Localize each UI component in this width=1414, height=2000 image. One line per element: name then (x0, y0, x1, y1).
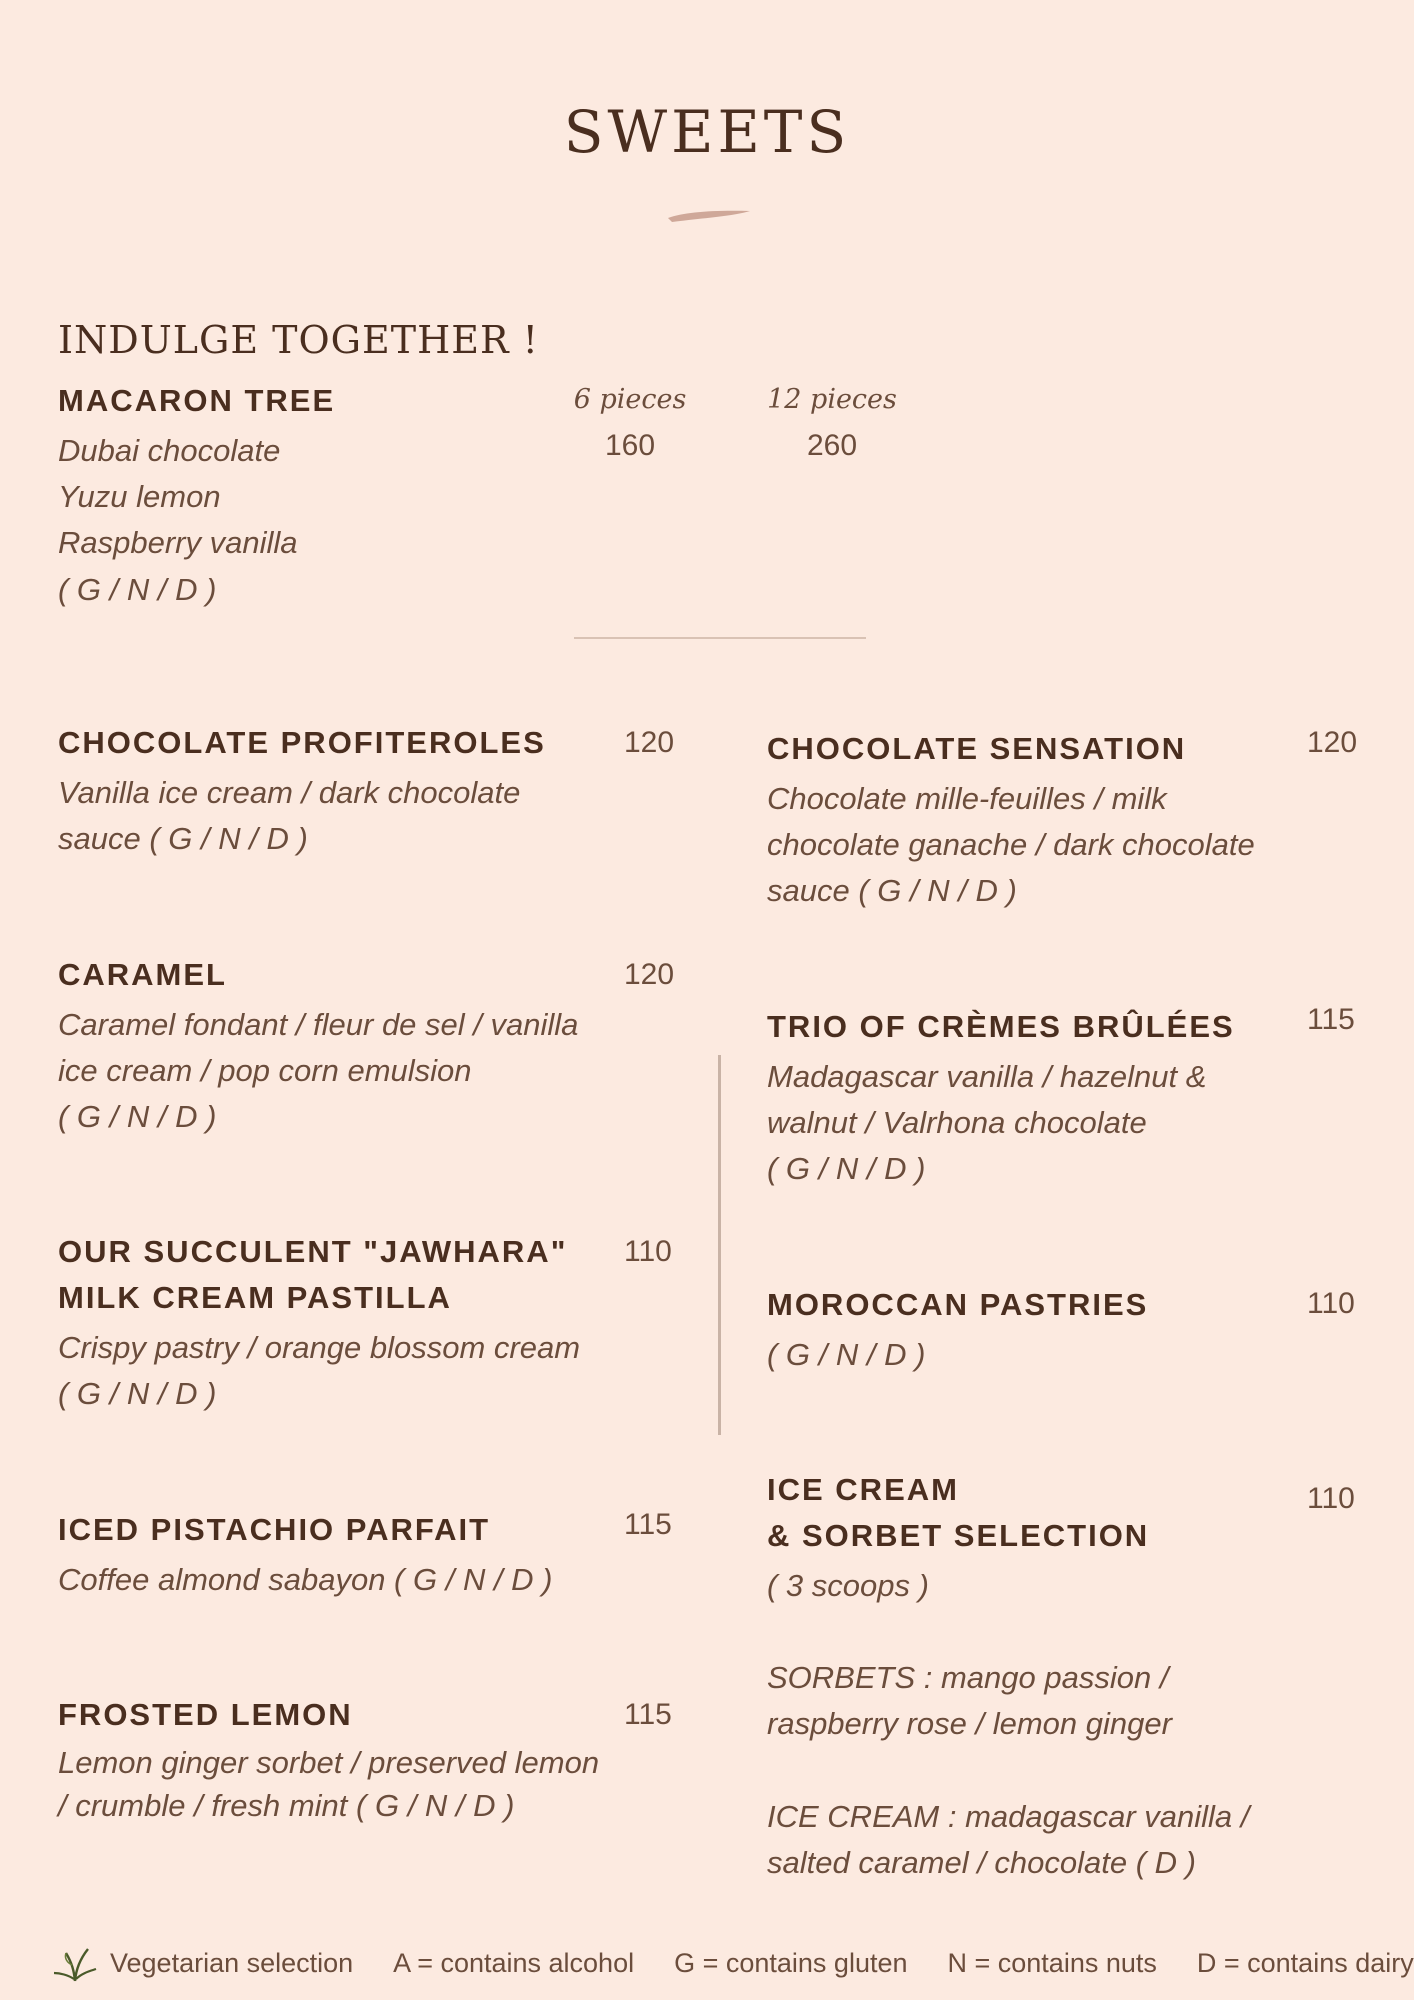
item-name-moroccan-pastries: MOROCCAN PASTRIES (767, 1287, 1149, 1322)
macaron-option-price: 260 (806, 429, 858, 462)
column-divider (718, 1055, 721, 1435)
item-price: 115 (624, 1698, 672, 1731)
item-name-frosted-lemon: FROSTED LEMON (58, 1697, 353, 1732)
item-description: SORBETS : mango passion / (767, 1660, 1169, 1695)
item-price: 110 (1307, 1287, 1355, 1320)
item-price: 110 (1307, 1482, 1355, 1515)
item-name-trio-cremes-brulees: TRIO OF CRÈMES BRÛLÉES (767, 1009, 1235, 1044)
legend-gluten: G = contains gluten (674, 1947, 908, 1978)
brush-stroke-divider (664, 204, 754, 226)
allergen-legend (52, 1940, 1414, 1986)
menu-title: SWEETS (563, 98, 851, 166)
item-price: 120 (624, 958, 675, 991)
legend-vegetarian: Vegetarian selection (110, 1947, 354, 1978)
item-price: 110 (624, 1235, 672, 1268)
macaron-option-label: 12 pieces (767, 384, 897, 415)
item-description: ( 3 scoops ) (767, 1568, 929, 1603)
legend-nuts: N = contains nuts (947, 1947, 1157, 1978)
item-name-ice-cream-sorbet: & SORBET SELECTION (767, 1518, 1150, 1553)
item-description: sauce ( G / N / D ) (767, 873, 1017, 908)
item-description: ice cream / pop corn emulsion (58, 1053, 472, 1088)
item-price: 115 (624, 1508, 672, 1541)
item-description: raspberry rose / lemon ginger (767, 1706, 1172, 1741)
item-name-caramel: CARAMEL (58, 957, 227, 992)
item-name-jawhara-pastilla: MILK CREAM PASTILLA (58, 1280, 452, 1315)
item-description: Vanilla ice cream / dark chocolate (58, 775, 521, 810)
macaron-option-price: 160 (604, 429, 656, 462)
item-description: walnut / Valrhona chocolate (767, 1105, 1147, 1140)
macaron-option-label: 6 pieces (573, 384, 687, 415)
item-description: Chocolate mille-feuilles / milk (767, 781, 1167, 816)
item-price: 115 (1307, 1003, 1355, 1036)
item-name-chocolate-profiteroles: CHOCOLATE PROFITEROLES (58, 725, 546, 760)
item-description: Madagascar vanilla / hazelnut & (767, 1059, 1207, 1094)
item-name-chocolate-sensation: CHOCOLATE SENSATION (767, 731, 1187, 766)
macaron-flavor: Yuzu lemon (58, 479, 221, 514)
macaron-allergens: ( G / N / D ) (58, 572, 217, 607)
item-description: salted caramel / chocolate ( D ) (767, 1845, 1197, 1880)
plant-icon (52, 1943, 98, 1983)
item-name-jawhara-pastilla: OUR SUCCULENT "JAWHARA" (58, 1234, 568, 1269)
item-name-ice-cream-sorbet: ICE CREAM (767, 1472, 959, 1507)
legend-alcohol: A = contains alcohol (393, 1947, 635, 1978)
item-price: 120 (624, 726, 675, 759)
item-description: ( G / N / D ) (58, 1376, 217, 1411)
macaron-flavor: Dubai chocolate (58, 433, 281, 468)
item-name-macaron-tree: MACARON TREE (58, 383, 336, 418)
item-description: chocolate ganache / dark chocolate (767, 827, 1255, 862)
legend-dairy: D = contains dairy (1196, 1947, 1414, 1978)
item-description: Caramel fondant / fleur de sel / vanilla (58, 1007, 579, 1042)
item-description: sauce ( G / N / D ) (58, 821, 308, 856)
item-description: Lemon ginger sorbet / preserved lemon (58, 1745, 600, 1780)
item-price: 120 (1307, 726, 1358, 759)
item-description: ( G / N / D ) (767, 1337, 926, 1372)
item-description: Crispy pastry / orange blossom cream (58, 1330, 581, 1365)
item-description: ( G / N / D ) (58, 1099, 217, 1134)
macaron-flavor: Raspberry vanilla (58, 525, 298, 560)
item-description: Coffee almond sabayon ( G / N / D ) (58, 1562, 553, 1597)
section-divider (574, 637, 866, 639)
section-title-indulge: INDULGE TOGETHER ! (58, 318, 539, 362)
item-name-iced-pistachio-parfait: ICED PISTACHIO PARFAIT (58, 1512, 491, 1547)
item-description: ( G / N / D ) (767, 1151, 926, 1186)
item-description: / crumble / fresh mint ( G / N / D ) (58, 1788, 515, 1823)
item-description: ICE CREAM : madagascar vanilla / (767, 1799, 1250, 1834)
